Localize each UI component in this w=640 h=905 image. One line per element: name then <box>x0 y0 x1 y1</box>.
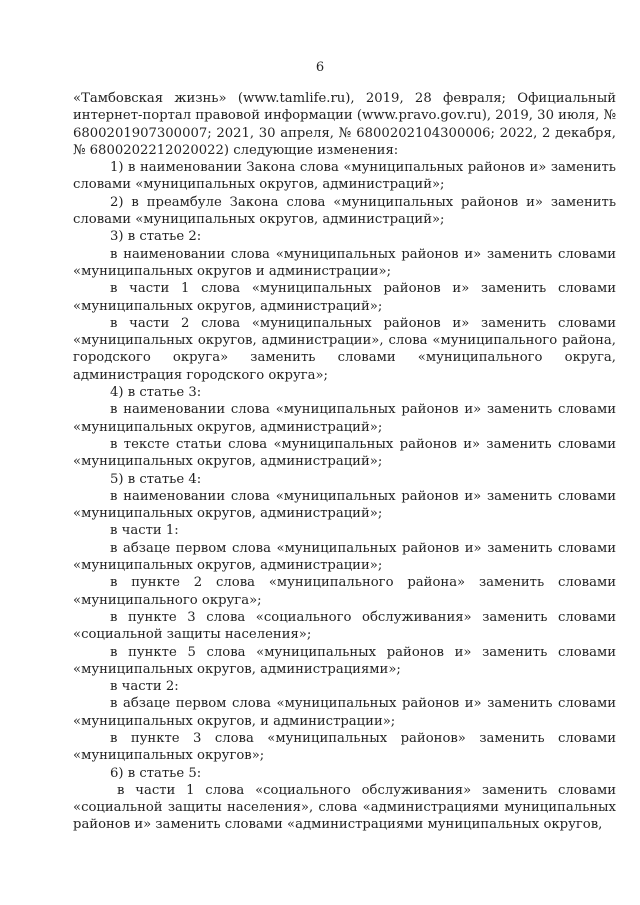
paragraph-11: 5) в статье 4: <box>110 471 202 487</box>
page-number: 6 <box>315 60 325 75</box>
paragraph-6: в части 1 слова «муниципальных районов и» заменить словами «муниципальных округов, администраций»; <box>73 281 616 314</box>
paragraph-17: в пункте 5 слова «муниципальных районов и» заменить словами «муниципальных округов, администрациями»; <box>73 644 616 677</box>
paragraph-10: в тексте статьи слова «муниципальных районов и» заменить словами «муниципальных округов, администраций»; <box>73 436 616 470</box>
paragraph-22: в части 1 слова «социального обслуживания» заменить словами «социальной защиты населения», слова «администрациями муниципальных районов и» заменить словами «администрациями муниципальных округов, <box>73 782 616 833</box>
paragraph-4: 3) в статье 2: <box>110 229 202 245</box>
paragraph-12: в наименовании слова «муниципальных районов и» заменить словами «муниципальных округов, администраций»; <box>73 488 616 522</box>
paragraph-21: 6) в статье 5: <box>110 765 202 781</box>
paragraph-18: в части 2: <box>110 679 179 695</box>
paragraph-7: в части 2 слова «муниципальных районов и» заменить словами «муниципальных округов, администрации», слова «муниципального района, городского округа» заменить словами «муниципального округа, администрация городского округа»; <box>73 315 616 383</box>
paragraph-5: в наименовании слова «муниципальных районов и» заменить словами «муниципальных округов и администрации»; <box>73 246 616 279</box>
paragraph-20: в пункте 3 слова «муниципальных районов» заменить словами «муниципальных округов»; <box>73 730 616 764</box>
paragraph-14: в абзаце первом слова «муниципальных районов и» заменить словами «муниципальных округов, администрации»; <box>73 540 616 574</box>
paragraph-1: «Тамбовская жизнь» (www.tamlife.ru), 2019, 28 февраля; Официальный интернет-портал правовой информации (www.pravo.gov.ru), 2019, 30 июля, № 6800201907300007; 2021, 30 апреля, № 6800202104300006; 2022, 2 декабря, № 6800202212020022) следующие изменения: <box>73 91 616 158</box>
document-body <box>73 90 616 834</box>
paragraph-2: 1) в наименовании Закона слова «муниципальных районов и» заменить словами «муниципальных округов, администраций»; <box>73 160 616 193</box>
paragraph-19: в абзаце первом слова «муниципальных районов и» заменить словами «муниципальных округов, и администрации»; <box>73 696 616 729</box>
paragraph-13: в части 1: <box>110 523 179 539</box>
paragraph-3: 2) в преамбуле Закона слова «муниципальных районов и» заменить словами «муниципальных округов, администраций»; <box>73 194 616 228</box>
paragraph-15: в пункте 2 слова «муниципального района» заменить словами «муниципального округа»; <box>73 575 616 608</box>
paragraph-9: в наименовании слова «муниципальных районов и» заменить словами «муниципальных округов, администраций»; <box>73 402 616 435</box>
paragraph-8: 4) в статье 3: <box>110 385 202 401</box>
paragraph-16: в пункте 3 слова «социального обслуживания» заменить словами «социальной защиты населения»; <box>73 609 616 643</box>
